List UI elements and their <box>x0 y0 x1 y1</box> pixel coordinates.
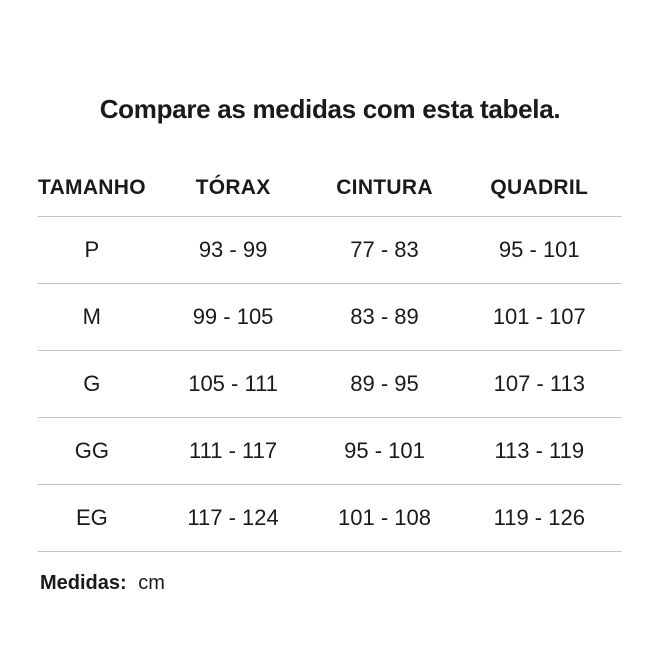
cell-cintura: 77 - 83 <box>312 217 456 284</box>
header-quadril: QUADRIL <box>457 160 622 217</box>
page-title: Compare as medidas com esta tabela. <box>99 94 561 124</box>
cell-size: G <box>38 351 154 418</box>
cell-cintura: 83 - 89 <box>312 284 456 351</box>
cell-size: M <box>38 284 154 351</box>
header-cintura: CINTURA <box>312 160 456 217</box>
cell-torax: 105 - 111 <box>154 351 313 418</box>
cell-size: EG <box>38 485 154 552</box>
cell-torax: 93 - 99 <box>154 217 313 284</box>
cell-cintura: 101 - 108 <box>312 485 456 552</box>
cell-torax: 99 - 105 <box>154 284 313 351</box>
cell-quadril: 101 - 107 <box>457 284 622 351</box>
table-row <box>38 217 622 284</box>
table-row <box>38 284 622 351</box>
cell-size: GG <box>38 418 154 485</box>
cell-quadril: 113 - 119 <box>457 418 622 485</box>
header-torax: TÓRAX <box>154 160 313 217</box>
cell-torax: 111 - 117 <box>154 418 313 485</box>
cell-cintura: 95 - 101 <box>312 418 456 485</box>
measurements-unit: cm <box>138 572 165 594</box>
cell-cintura: 89 - 95 <box>312 351 456 418</box>
table-row <box>38 418 622 485</box>
cell-quadril: 107 - 113 <box>457 351 622 418</box>
measurements-note <box>40 572 165 595</box>
table-row <box>38 485 622 552</box>
header-tamanho: TAMANHO <box>38 160 154 217</box>
cell-torax: 117 - 124 <box>154 485 313 552</box>
cell-quadril: 95 - 101 <box>457 217 622 284</box>
cell-size: P <box>38 217 154 284</box>
table-header-row <box>38 160 622 217</box>
cell-quadril: 119 - 126 <box>457 485 622 552</box>
size-table <box>38 160 622 552</box>
table-row <box>38 351 622 418</box>
measurements-label: Medidas: <box>40 572 127 594</box>
